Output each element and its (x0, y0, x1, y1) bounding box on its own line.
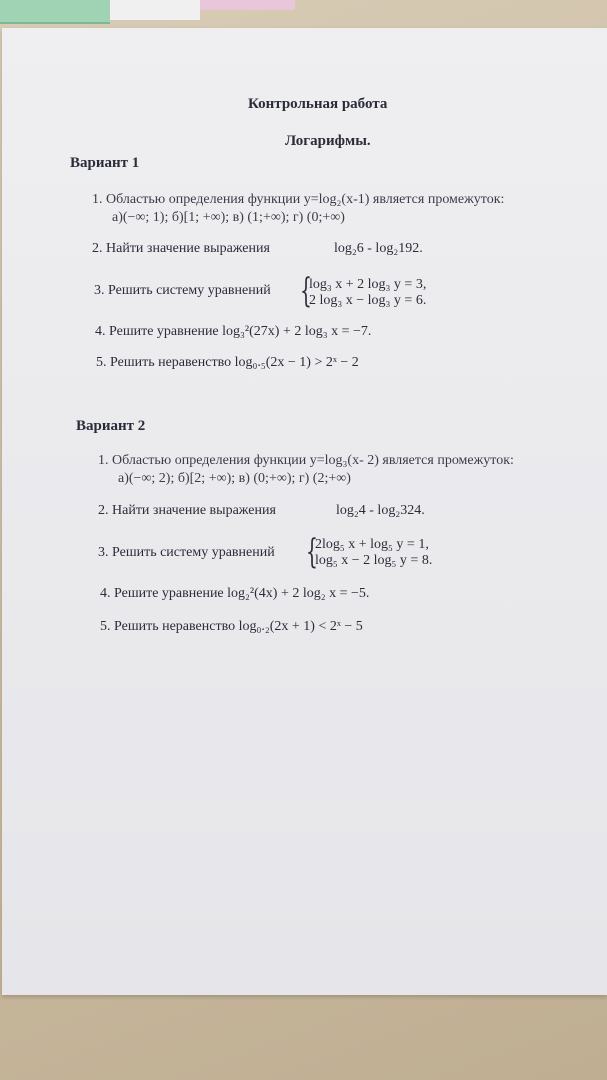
v1-question-5: 5. Решить неравенство log₀.₅(2x − 1) > 2ˣ − 2 (96, 355, 359, 370)
v2-system-equation-2: log₅ x − 2 log₅ y = 8. (315, 553, 433, 568)
variant-2-heading: Вариант 2 (76, 418, 146, 434)
v2-question-2-label: 2. Найти значение выражения (98, 503, 276, 518)
v2-system-brace: { (306, 532, 318, 572)
v1-question-1-options: а)(−∞; 1); б)[1; +∞); в) (1;+∞); г) (0;+∞) (112, 210, 345, 225)
green-book-edge (0, 0, 110, 24)
page-subtitle: Логарифмы. (285, 133, 371, 149)
page-title: Контрольная работа (248, 96, 388, 112)
v2-question-3-label: 3. Решить систему уравнений (98, 545, 275, 560)
variant-1-heading: Вариант 1 (70, 155, 140, 171)
v2-system-equation-1: 2log₅ x + log₅ y = 1, (315, 537, 429, 552)
v2-question-1: 1. Областью определения функции y=log₃(x- 2) является промежуток: (98, 453, 514, 468)
pink-book-edge (200, 0, 295, 10)
v1-system-equation-2: 2 log₃ x − log₃ y = 6. (309, 293, 427, 308)
v1-system-brace: { (300, 271, 312, 311)
v1-question-4: 4. Решите уравнение log₃²(27x) + 2 log₃ x = −7. (95, 324, 372, 339)
v1-question-2-label: 2. Найти значение выражения (92, 241, 270, 256)
test-sheet (2, 28, 607, 995)
white-book-edge (110, 0, 200, 20)
v1-question-1: 1. Областью определения функции y=log₂(x-1) является промежуток: (92, 192, 505, 207)
v1-question-3-label: 3. Решить систему уравнений (94, 283, 271, 298)
v1-system-equation-1: log₃ x + 2 log₃ y = 3, (309, 277, 427, 292)
v1-question-2-expression: log₂6 - log₂192. (334, 241, 423, 256)
v2-question-1-options: а)(−∞; 2); б)[2; +∞); в) (0;+∞); г) (2;+∞) (118, 471, 351, 486)
v2-question-4: 4. Решите уравнение log₂²(4x) + 2 log₂ x = −5. (100, 586, 370, 601)
v2-question-2-expression: log₂4 - log₂324. (336, 503, 425, 518)
v2-question-5: 5. Решить неравенство log₀.₂(2x + 1) < 2ˣ − 5 (100, 619, 363, 634)
